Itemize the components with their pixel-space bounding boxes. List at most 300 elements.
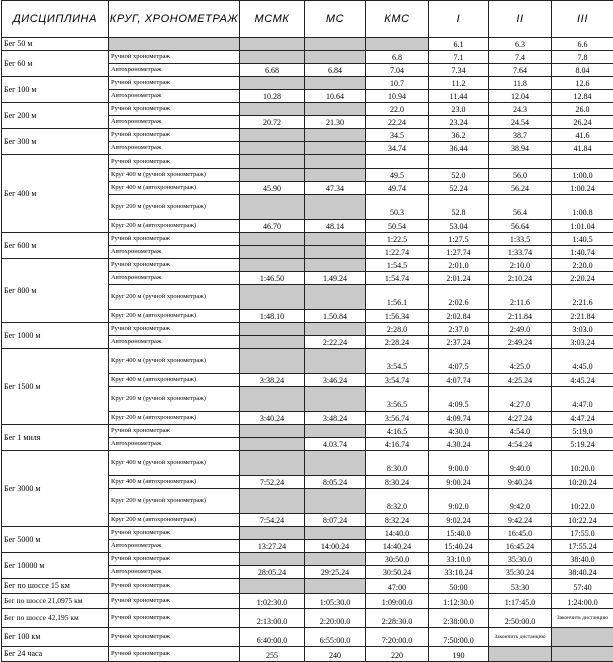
value-cell-r3: 1:00.0 (552, 169, 613, 182)
value-cell-r3: 38:40.0 (552, 553, 613, 566)
value-cell-r2: 56.24 (489, 182, 552, 195)
value-cell-r1: 33:10.24 (429, 566, 489, 579)
value-cell-r3: 1:01.04 (552, 220, 613, 233)
header-rank-3: III (552, 1, 613, 38)
value-cell-r2: 1:33.74 (489, 246, 552, 259)
discipline-cell: Бег 200 м (2, 103, 109, 129)
value-cell-kms: 14:40.0 (366, 527, 429, 540)
value-cell-ms (305, 195, 366, 220)
value-cell-r2: 2:49.0 (489, 323, 552, 336)
value-cell-msmk: 28:05.24 (240, 566, 305, 579)
value-cell-r3: 2:20.0 (552, 259, 613, 272)
value-cell-msmk (240, 285, 305, 310)
value-cell-r2: 56.64 (489, 220, 552, 233)
value-cell-r2: 4:54.0 (489, 425, 552, 438)
value-cell-r1: 1:27.74 (429, 246, 489, 259)
method-cell: Ручной хронометраж (109, 77, 240, 90)
value-cell-r1: 11.44 (429, 90, 489, 103)
value-cell-r1: 2:37.0 (429, 323, 489, 336)
method-cell: Ручной хронометраж (109, 628, 240, 647)
method-cell: Автохронометраж (109, 116, 240, 129)
value-cell-msmk (240, 323, 305, 336)
value-cell-msmk (240, 77, 305, 90)
value-cell-msmk (240, 259, 305, 272)
value-cell-ms: 1.49.24 (305, 272, 366, 285)
value-cell-ms (305, 489, 366, 514)
table-row (2, 594, 613, 609)
value-cell-kms: 50.54 (366, 220, 429, 233)
value-cell-kms: 47:00 (366, 579, 429, 594)
value-cell-r1: 4:30.0 (429, 425, 489, 438)
value-cell-msmk (240, 527, 305, 540)
value-cell-kms: 1:09:00.0 (366, 594, 429, 609)
method-cell: Автохронометраж (109, 438, 240, 451)
table-body (2, 38, 613, 662)
value-cell-msmk (240, 169, 305, 182)
value-cell-r2: 24.3 (489, 103, 552, 116)
value-cell-kms (366, 155, 429, 169)
method-cell: Круг 200 м (автохронометраж) (109, 220, 240, 233)
value-cell-r3 (552, 155, 613, 169)
discipline-cell: Бег 1000 м (2, 323, 109, 349)
value-cell-r1: 4:09.5 (429, 387, 489, 412)
value-cell-kms: 22.24 (366, 116, 429, 129)
method-cell: Круг 400 м (ручной хронометраж) (109, 451, 240, 476)
value-cell-msmk (240, 349, 305, 374)
value-cell-msmk: 255 (240, 647, 305, 662)
value-cell-r1: 1:27.5 (429, 233, 489, 246)
value-cell-ms: 240 (305, 647, 366, 662)
value-cell-ms: 29:25.24 (305, 566, 366, 579)
value-cell-kms: 3:54.74 (366, 374, 429, 387)
value-cell-kms: 7:20:00.0 (366, 628, 429, 647)
value-cell-kms: 2:28.0 (366, 323, 429, 336)
value-cell-ms: 10.64 (305, 90, 366, 103)
value-cell-r2: 11.8 (489, 77, 552, 90)
value-cell-ms: 1:05:30.0 (305, 594, 366, 609)
value-cell-kms: 1:22.5 (366, 233, 429, 246)
discipline-cell: Бег 60 м (2, 51, 109, 77)
value-cell-r3: 38:40.24 (552, 566, 613, 579)
method-cell: Автохронометраж (109, 540, 240, 553)
value-cell-kms: 49.5 (366, 169, 429, 182)
value-cell-msmk (240, 451, 305, 476)
value-cell-r2: 2:11.84 (489, 310, 552, 323)
value-cell-r1: 7:50:00.0 (429, 628, 489, 647)
value-cell-r2: 4:54.24 (489, 438, 552, 451)
value-cell-ms (305, 246, 366, 259)
value-cell-ms (305, 527, 366, 540)
value-cell-kms: 1:54.5 (366, 259, 429, 272)
value-cell-r2: 1:33.5 (489, 233, 552, 246)
value-cell-msmk (240, 51, 305, 64)
value-cell-msmk (240, 553, 305, 566)
value-cell-ms: 47.34 (305, 182, 366, 195)
discipline-cell: Бег 50 м (2, 38, 109, 51)
discipline-cell: Бег 5000 м (2, 527, 109, 553)
value-cell-r3: 10:20.0 (552, 451, 613, 476)
value-cell-r3: 17:55.24 (552, 540, 613, 553)
value-cell-r1: 7.1 (429, 51, 489, 64)
value-cell-msmk: 1:02:30.0 (240, 594, 305, 609)
value-cell-r3: 1:40.5 (552, 233, 613, 246)
header-rank-2: II (489, 1, 552, 38)
value-cell-r3: 4:45.0 (552, 349, 613, 374)
table-row (2, 425, 613, 438)
value-cell-r2: 16:45.24 (489, 540, 552, 553)
value-cell-r2: 4:27.24 (489, 412, 552, 425)
value-cell-ms (305, 169, 366, 182)
discipline-cell: Бег 600 м (2, 233, 109, 259)
value-cell-r1: 1:12:30.0 (429, 594, 489, 609)
value-cell-r1: 15:40.24 (429, 540, 489, 553)
method-cell: Круг 200 м (ручной хронометраж) (109, 285, 240, 310)
value-cell-r2: 9:42.24 (489, 514, 552, 527)
method-cell (109, 38, 240, 51)
value-cell-ms: 8:05.24 (305, 476, 366, 489)
discipline-cell: Бег 1 миля (2, 425, 109, 451)
value-cell-kms: 2:28:30.0 (366, 609, 429, 628)
value-cell-ms (305, 103, 366, 116)
value-cell-ms: 1.50.84 (305, 310, 366, 323)
value-cell-msmk (240, 142, 305, 155)
value-cell-msmk: 3:40.24 (240, 412, 305, 425)
table-row (2, 579, 613, 594)
value-cell-msmk: 7:54.24 (240, 514, 305, 527)
value-cell-kms: 6.8 (366, 51, 429, 64)
table-row (2, 259, 613, 272)
header-method: КРУГ, ХРОНОМЕТРАЖ (109, 1, 240, 38)
value-cell-r1: 2:02.84 (429, 310, 489, 323)
value-cell-msmk (240, 233, 305, 246)
value-cell-kms: 10.94 (366, 90, 429, 103)
value-cell-ms (305, 323, 366, 336)
value-cell-ms (305, 233, 366, 246)
value-cell-kms: 8:30.0 (366, 451, 429, 476)
table-row (2, 527, 613, 540)
value-cell-ms: 48.14 (305, 220, 366, 233)
value-cell-r2: 2:10.24 (489, 272, 552, 285)
value-cell-r1: 2:38:00.0 (429, 609, 489, 628)
method-cell: Круг 200 м (автохронометраж) (109, 514, 240, 527)
discipline-cell: Бег 24 часа (2, 647, 109, 662)
value-cell-ms: 6:55:00.0 (305, 628, 366, 647)
method-cell: Ручной хронометраж (109, 609, 240, 628)
discipline-cell: Бег по шоссе 15 км (2, 579, 109, 594)
value-cell-kms: 3:56.74 (366, 412, 429, 425)
method-cell: Круг 400 м (автохронометраж) (109, 374, 240, 387)
method-cell: Круг 400 м (автохронометраж) (109, 182, 240, 195)
value-cell-ms (305, 425, 366, 438)
value-cell-ms (305, 51, 366, 64)
value-cell-r3: 17:55.0 (552, 527, 613, 540)
value-cell-msmk (240, 129, 305, 142)
value-cell-r1: 2:02.6 (429, 285, 489, 310)
value-cell-r3: 26.24 (552, 116, 613, 129)
value-cell-msmk: 46.70 (240, 220, 305, 233)
value-cell-r3: 1:00.24 (552, 182, 613, 195)
method-cell: Ручной хронометраж (109, 594, 240, 609)
value-cell-r2: 1:17:45.0 (489, 594, 552, 609)
method-cell: Ручной хронометраж (109, 553, 240, 566)
value-cell-kms: 1:56.34 (366, 310, 429, 323)
value-cell-r2 (489, 647, 552, 662)
value-cell-r1: 2:01.0 (429, 259, 489, 272)
value-cell-r1: 9:02.24 (429, 514, 489, 527)
table-row (2, 628, 613, 647)
value-cell-r1: 9:02.0 (429, 489, 489, 514)
value-cell-r2: 9:40.0 (489, 451, 552, 476)
method-cell: Ручной хронометраж (109, 579, 240, 594)
value-cell-r3: 1:40.74 (552, 246, 613, 259)
value-cell-ms (305, 349, 366, 374)
value-cell-msmk: 6:40:00.0 (240, 628, 305, 647)
discipline-cell: Бег по шоссе 21,0975 км (2, 594, 109, 609)
method-cell: Автохронометраж (109, 64, 240, 77)
value-cell-r2: 4:25.24 (489, 374, 552, 387)
value-cell-r1: 2:37.24 (429, 336, 489, 349)
value-cell-r3: 10:20.24 (552, 476, 613, 489)
value-cell-ms: 3:46.24 (305, 374, 366, 387)
value-cell-r2: 56.4 (489, 195, 552, 220)
value-cell-r3: 12.6 (552, 77, 613, 90)
value-cell-msmk: 1:48.10 (240, 310, 305, 323)
value-cell-msmk: 13:27.24 (240, 540, 305, 553)
value-cell-r3: 10:22.24 (552, 514, 613, 527)
value-cell-r3 (552, 628, 613, 647)
value-cell-kms: 4:16.74 (366, 438, 429, 451)
value-cell-ms (305, 155, 366, 169)
value-cell-ms: 2:20:00.0 (305, 609, 366, 628)
value-cell-kms: 8:32.24 (366, 514, 429, 527)
value-cell-r3: 12.84 (552, 90, 613, 103)
value-cell-r1: 50:00 (429, 579, 489, 594)
value-cell-r1: 36.44 (429, 142, 489, 155)
value-cell-ms (305, 129, 366, 142)
value-cell-msmk (240, 103, 305, 116)
value-cell-r1: 6.1 (429, 38, 489, 51)
value-cell-msmk (240, 438, 305, 451)
discipline-cell: Бег 400 м (2, 155, 109, 233)
value-cell-ms: 8:07.24 (305, 514, 366, 527)
value-cell-ms: 6.84 (305, 64, 366, 77)
table-row (2, 233, 613, 246)
value-cell-r2: 24.54 (489, 116, 552, 129)
discipline-cell: Бег 100 км (2, 628, 109, 647)
value-cell-r3: 2:21.6 (552, 285, 613, 310)
method-cell: Автохронометраж (109, 272, 240, 285)
value-cell-r2: 9:40.24 (489, 476, 552, 489)
value-cell-kms: 7.04 (366, 64, 429, 77)
discipline-cell: Бег по шоссе 42,195 км (2, 609, 109, 628)
header-row (2, 1, 613, 38)
method-cell: Автохронометраж (109, 566, 240, 579)
method-cell: Круг 200 м (ручной хронометраж) (109, 195, 240, 220)
method-cell: Круг 400 м (ручной хронометраж) (109, 169, 240, 182)
value-cell-r2 (489, 155, 552, 169)
value-cell-ms (305, 77, 366, 90)
value-cell-r1: 4:07.74 (429, 374, 489, 387)
value-cell-kms: 14:40.24 (366, 540, 429, 553)
value-cell-ms (305, 387, 366, 412)
method-cell: Автохронометраж (109, 336, 240, 349)
table-row (2, 38, 613, 51)
discipline-cell: Бег 3000 м (2, 451, 109, 527)
value-cell-msmk: 3:38.24 (240, 374, 305, 387)
value-cell-r3: 1:00.8 (552, 195, 613, 220)
method-cell: Круг 200 м (ручной хронометраж) (109, 489, 240, 514)
value-cell-msmk: 6.68 (240, 64, 305, 77)
method-cell: Автохронометраж (109, 246, 240, 259)
value-cell-msmk (240, 246, 305, 259)
value-cell-r1: 190 (429, 647, 489, 662)
value-cell-r2: 2:10.0 (489, 259, 552, 272)
value-cell-ms: 2:22.24 (305, 336, 366, 349)
table-row (2, 349, 613, 374)
value-cell-ms (305, 451, 366, 476)
value-cell-r2: 2:11.6 (489, 285, 552, 310)
value-cell-kms: 8:30.24 (366, 476, 429, 489)
value-cell-msmk (240, 387, 305, 412)
value-cell-r2: Закончить дистанцию (489, 628, 552, 647)
value-cell-r1: 53.04 (429, 220, 489, 233)
value-cell-msmk (240, 579, 305, 594)
value-cell-r1: 15:40.0 (429, 527, 489, 540)
value-cell-ms: 4.03.74 (305, 438, 366, 451)
value-cell-msmk: 10.28 (240, 90, 305, 103)
value-cell-kms: 34.74 (366, 142, 429, 155)
method-cell: Круг 200 м (автохронометраж) (109, 310, 240, 323)
method-cell: Круг 400 м (автохронометраж) (109, 476, 240, 489)
value-cell-r3: 4:45.24 (552, 374, 613, 387)
method-cell: Ручной хронометраж (109, 527, 240, 540)
value-cell-r1: 11.2 (429, 77, 489, 90)
value-cell-msmk (240, 195, 305, 220)
value-cell-r3: 1:24:00.0 (552, 594, 613, 609)
value-cell-r3: 3:03.0 (552, 323, 613, 336)
value-cell-r1: 52.0 (429, 169, 489, 182)
discipline-cell: Бег 100 м (2, 77, 109, 103)
value-cell-r3 (552, 647, 613, 662)
method-cell: Ручной хронометраж (109, 259, 240, 272)
value-cell-ms (305, 285, 366, 310)
value-cell-r3: 7.8 (552, 51, 613, 64)
method-cell: Круг 400 м (ручной хронометраж) (109, 349, 240, 374)
value-cell-kms (366, 38, 429, 51)
method-cell: Ручной хронометраж (109, 425, 240, 438)
value-cell-r3: 5:19.24 (552, 438, 613, 451)
value-cell-r1: 23.0 (429, 103, 489, 116)
value-cell-ms (305, 259, 366, 272)
discipline-cell: Бег 800 м (2, 259, 109, 323)
value-cell-kms: 3:56.5 (366, 387, 429, 412)
table-row (2, 647, 613, 662)
value-cell-msmk: 20.72 (240, 116, 305, 129)
value-cell-r3: 8.04 (552, 64, 613, 77)
value-cell-r3: 4:47.24 (552, 412, 613, 425)
value-cell-r1: 36.2 (429, 129, 489, 142)
value-cell-r1: 7.34 (429, 64, 489, 77)
value-cell-kms: 30:50.24 (366, 566, 429, 579)
value-cell-r2: 2:49.24 (489, 336, 552, 349)
value-cell-msmk: 1:46.50 (240, 272, 305, 285)
method-cell: Ручной хронометраж (109, 233, 240, 246)
value-cell-msmk (240, 425, 305, 438)
value-cell-kms: 1:22.74 (366, 246, 429, 259)
value-cell-kms: 2:28.24 (366, 336, 429, 349)
table-row (2, 553, 613, 566)
value-cell-r2: 2:50:00.0 (489, 609, 552, 628)
method-cell: Ручной хронометраж (109, 323, 240, 336)
value-cell-r2: 38.7 (489, 129, 552, 142)
value-cell-kms: 4:16.5 (366, 425, 429, 438)
table-row (2, 323, 613, 336)
value-cell-r2: 12.04 (489, 90, 552, 103)
method-cell: Ручной хронометраж (109, 155, 240, 169)
value-cell-ms (305, 553, 366, 566)
value-cell-r2: 16:45.0 (489, 527, 552, 540)
value-cell-r1: 2:01.24 (429, 272, 489, 285)
method-cell: Ручной хронометраж (109, 51, 240, 64)
value-cell-r3: 10:22.0 (552, 489, 613, 514)
method-cell: Ручной хронометраж (109, 647, 240, 662)
value-cell-r3: 26.0 (552, 103, 613, 116)
value-cell-ms (305, 579, 366, 594)
table-row (2, 451, 613, 476)
table-row (2, 155, 613, 169)
value-cell-r2: 35:30.24 (489, 566, 552, 579)
value-cell-r3: 4:47.0 (552, 387, 613, 412)
method-cell: Автохронометраж (109, 90, 240, 103)
method-cell: Автохронометраж (109, 142, 240, 155)
value-cell-r2: 7.4 (489, 51, 552, 64)
value-cell-r1: 4:09.74 (429, 412, 489, 425)
value-cell-r3: Закончить дистанцию (552, 609, 613, 628)
value-cell-kms: 3:54.5 (366, 349, 429, 374)
value-cell-r1: 4:07.5 (429, 349, 489, 374)
value-cell-msmk (240, 155, 305, 169)
value-cell-ms: 3:48.24 (305, 412, 366, 425)
value-cell-msmk (240, 489, 305, 514)
table-row (2, 51, 613, 64)
value-cell-kms: 1:56.1 (366, 285, 429, 310)
value-cell-kms: 22.0 (366, 103, 429, 116)
value-cell-kms: 1:54.74 (366, 272, 429, 285)
value-cell-r1 (429, 155, 489, 169)
value-cell-ms: 14:00.24 (305, 540, 366, 553)
value-cell-msmk (240, 38, 305, 51)
discipline-cell: Бег 10000 м (2, 553, 109, 579)
value-cell-r1: 23.24 (429, 116, 489, 129)
header-discipline: ДИСЦИПЛИНА (2, 1, 109, 38)
value-cell-kms: 50.3 (366, 195, 429, 220)
value-cell-ms: 21.30 (305, 116, 366, 129)
value-cell-r2: 35:30.0 (489, 553, 552, 566)
value-cell-r3: 41.6 (552, 129, 613, 142)
header-rank-1: I (429, 1, 489, 38)
value-cell-r3: 6.6 (552, 38, 613, 51)
value-cell-r1: 9:00.0 (429, 451, 489, 476)
method-cell: Круг 200 м (ручной хронометраж) (109, 387, 240, 412)
value-cell-r2: 7.64 (489, 64, 552, 77)
value-cell-kms: 220 (366, 647, 429, 662)
standards-table (1, 0, 613, 662)
value-cell-r2: 38.94 (489, 142, 552, 155)
table-row (2, 103, 613, 116)
table-row (2, 609, 613, 628)
value-cell-r3: 3:03.24 (552, 336, 613, 349)
header-ms: МС (305, 1, 366, 38)
